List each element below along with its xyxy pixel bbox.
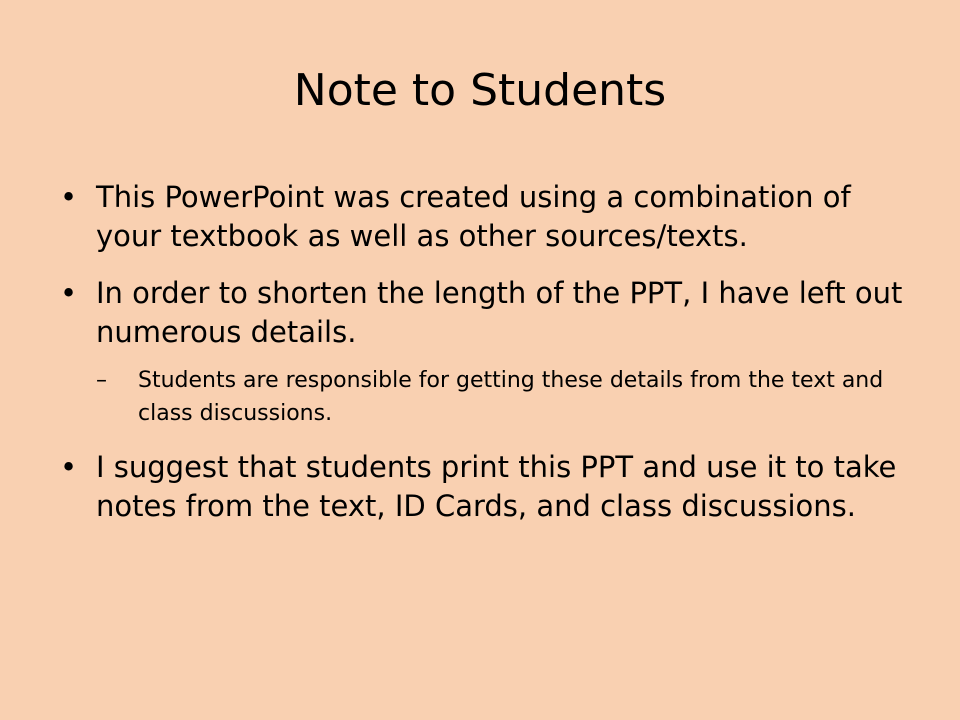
bullet-text: This PowerPoint was created using a combination of your textbook as well as other sources/texts.	[96, 180, 851, 253]
bullet-text: In order to shorten the length of the PPT, I have left out numerous details.	[96, 276, 903, 349]
bullet-text: I suggest that students print this PPT and use it to take notes from the text, ID Cards, and class discussions.	[96, 450, 897, 523]
bullet-item	[60, 448, 910, 526]
bullet-marker: •	[60, 450, 78, 484]
bullet-marker: •	[60, 180, 78, 214]
bullet-item	[60, 274, 910, 352]
slide-content	[60, 178, 910, 544]
bullet-item	[60, 178, 910, 256]
slide-title: Note to Students	[293, 65, 667, 116]
sub-bullet-item	[96, 364, 910, 430]
sub-bullet-marker: –	[96, 368, 107, 393]
bullet-marker: •	[60, 276, 78, 310]
sub-bullet-text: Students are responsible for getting these details from the text and class discussions.	[138, 368, 884, 426]
